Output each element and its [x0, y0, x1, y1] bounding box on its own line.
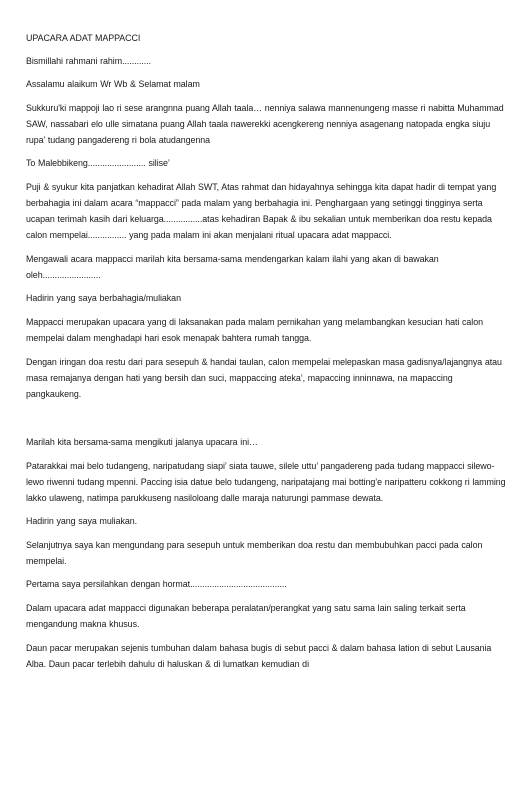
paragraph-sukkuru: Sukkuru'ki mappoji lao ri sese arangnna puang Allah taala… nenniya salawa mannenungeng masse ri nabitta Muhammad SAW, nassabari elo ulle simatana puang Allah taala nawerekki acengkereng nenniya asagenang natopada engka siuju rupa’ tudang pangadereng ri bola atudangenna — [26, 103, 504, 145]
paragraph-mengawali: Mengawali acara mappacci marilah kita bersama-sama mendengarkan kalam ilahi yang akan di bawakan oleh........................ — [26, 254, 439, 280]
paragraph-dalam-upacara: Dalam upacara adat mappacci digunakan beberapa peralatan/perangkat yang satu sama lain saling terkait serta mengandung makna khusus. — [26, 603, 466, 629]
paragraph-hadirin-berbahagia: Hadirin yang saya berbahagia/muliakan — [26, 293, 181, 303]
paragraph-dengan-iringan: Dengan iringan doa restu dari para sesepuh & handai taulan, calon mempelai melepaskan masa gadisnya/lajangnya atau masa remajanya dengan hati yang bersih dan suci, mappaccing ateka’, mapaccing inninnawa, na mapaccing pangkaukeng. — [26, 357, 502, 399]
greeting-line: Assalamu alaikum Wr Wb & Selamat malam — [26, 79, 200, 89]
paragraph-tomalebbikeng: To Malebbikeng........................ silise’ — [26, 158, 170, 168]
document-title: UPACARA ADAT MAPPACCI — [26, 33, 141, 43]
opening-line: Bismillahi rahmani rahim............ — [26, 56, 152, 66]
paragraph-puji-syukur: Puji & syukur kita panjatkan kehadirat Allah SWT, Atas rahmat dan hidayahnya sehingga kita dapat hadir di tempat yang berbahagia ini dalam acara “mappacci” pada malam yang berbahagia ini. Penghargaan yang setinggi tingginya serta ucapan terimah kasih dari keluarga................atas kehadiran Bapak & ibu sekalian untuk memberikan doa restu kepada calon mempelai................ yang pada malam ini akan menjalani ritual upacara adat mappacci. — [26, 182, 497, 240]
paragraph-mappacci: Mappacci merupakan upacara yang di laksanakan pada malam pernikahan yang melambangkan kesucian hati calon mempelai dalam menghadapi hari esok menapak bahtera rumah tangga. — [26, 317, 483, 343]
document-page — [26, 30, 510, 672]
paragraph-daun-pacar: Daun pacar merupakan sejenis tumbuhan dalam bahasa bugis di sebut pacci & dalam bahasa lation di sebut Lausania Alba. Daun pacar terlebih dahulu di haluskan & di lumatkan kemudian di — [26, 643, 492, 669]
paragraph-marilah: Marilah kita bersama-sama mengikuti jalanya upacara ini… — [26, 437, 258, 447]
paragraph-patarakkai: Patarakkai mai belo tudangeng, naripatudang siapi’ siata tauwe, silele uttu’ pangadereng pada tudang mappacci silewo-lewo riwenni tudang mpenni. Paccing isia datue belo tudangeng, naripatajang mai botting’e naripatteru cokkong ri lamming lakko ulaweng, natimpa parukkuseng nasiloloang dalle maraja naturungi pammase dewata. — [26, 461, 506, 503]
paragraph-selanjutnya: Selanjutnya saya kan mengundang para sesepuh untuk memberikan doa restu dan membubuhkan pacci pada calon mempelai. — [26, 540, 483, 566]
paragraph-hadirin-muliakan: Hadirin yang saya muliakan. — [26, 516, 138, 526]
paragraph-pertama: Pertama saya persilahkan dengan hormat........................................ — [26, 579, 287, 589]
